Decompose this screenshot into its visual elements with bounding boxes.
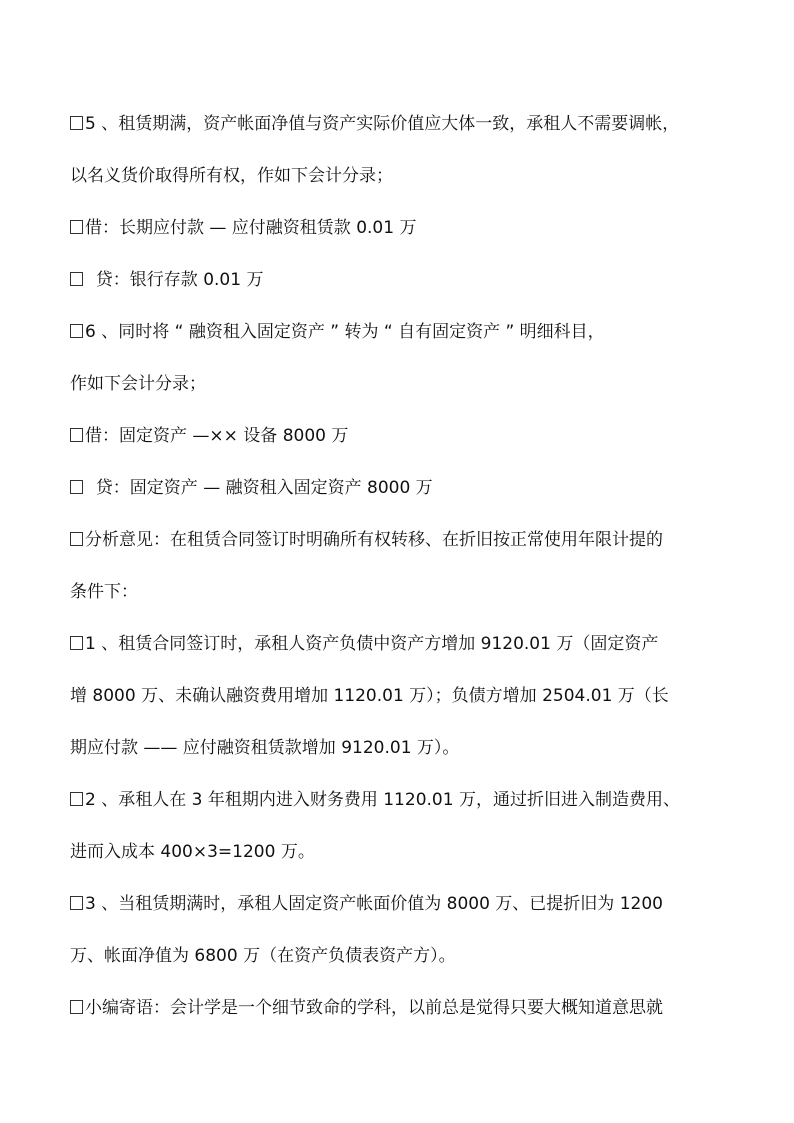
text-line [70,312,730,364]
line-text: 1 、租赁合同签订时，承租人资产负债中资产方增加 9120.01 万（固定资产 [85,634,659,654]
text-line [70,260,730,312]
text-line [70,624,730,676]
line-text: 3 、当租赁期满时，承租人固定资产帐面价值为 8000 万、已提折旧为 1200 [85,894,663,914]
line-text: 借：固定资产 —×× 设备 8000 万 [85,426,349,446]
line-text: 借：长期应付款 — 应付融资租赁款 0.01 万 [85,218,417,238]
checkbox-glyph-icon [70,792,83,806]
checkbox-glyph-icon [70,220,83,234]
line-text: 6 、同时将 “ 融资租入固定资产 ” 转为 “ 自有固定资产 ” 明细科目， [85,322,605,342]
checkbox-glyph-icon [70,480,83,494]
text-line [70,520,730,572]
text-line [70,156,730,208]
checkbox-glyph-icon [70,1000,83,1014]
text-line [70,416,730,468]
line-text: 万、帐面净值为 6800 万（在资产负债表资产方）。 [70,946,456,966]
text-line [70,104,730,156]
text-line [70,832,730,884]
text-line [70,468,730,520]
text-line [70,208,730,260]
text-line [70,988,730,1040]
line-text: 期应付款 —— 应付融资租赁款增加 9120.01 万）。 [70,738,460,758]
line-text: 2 、承租人在 3 年租期内进入财务费用 1120.01 万，通过折旧进入制造费用、 [85,790,680,810]
line-text: 进而入成本 400×3=1200 万。 [70,842,315,862]
checkbox-glyph-icon [70,532,83,546]
line-text: 贷：银行存款 0.01 万 [85,270,264,290]
checkbox-glyph-icon [70,636,83,650]
line-text: 以名义货价取得所有权，作如下会计分录； [70,166,393,186]
text-line [70,884,730,936]
line-text: 增 8000 万、未确认融资费用增加 1120.01 万）；负债方增加 2504.01 万（长 [70,686,669,706]
checkbox-glyph-icon [70,324,83,338]
text-line [70,364,730,416]
line-text: 作如下会计分录； [70,374,206,394]
document-body [70,104,730,1040]
checkbox-glyph-icon [70,272,83,286]
text-line [70,676,730,728]
line-text: 条件下： [70,582,138,602]
text-line [70,572,730,624]
checkbox-glyph-icon [70,428,83,442]
line-text: 5 、租赁期满，资产帐面净值与资产实际价值应大体一致，承租人不需要调帐， [85,114,680,134]
text-line [70,780,730,832]
checkbox-glyph-icon [70,896,83,910]
checkbox-glyph-icon [70,116,83,130]
text-line [70,728,730,780]
line-text: 小编寄语：会计学是一个细节致命的学科，以前总是觉得只要大概知道意思就 [85,998,663,1018]
line-text: 贷：固定资产 — 融资租入固定资产 8000 万 [85,478,433,498]
line-text: 分析意见：在租赁合同签订时明确所有权转移、在折旧按正常使用年限计提的 [85,530,663,550]
text-line [70,936,730,988]
